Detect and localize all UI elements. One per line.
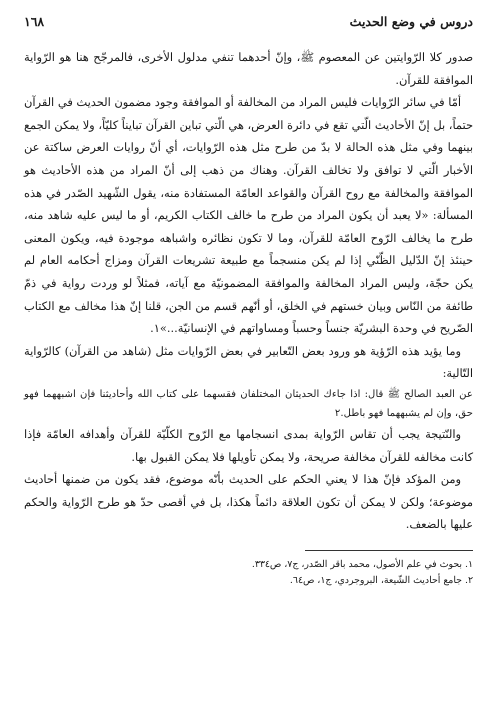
page-header xyxy=(24,14,473,34)
paragraph-continuation: صدور كلا الرّوايتين عن المعصوم ﷺ، وإنّ أحدهما تنفي مدلول الأخرى، فالمرجّح هنا هو الرّواية الموافقة للقرآن. xyxy=(24,50,473,87)
paragraph-support: وما يؤيد هذه الرّؤية هو ورود بعض التّعابير في بعض الرّوايات مثل (شاهد من القرآن) كالرّواية التّالية: xyxy=(24,343,473,381)
hadith-quote: عن العبد الصالح ﷺ قال: اذا جاءك الحديثان المختلفان فقسهما على كتاب الله وأحاديثنا فإن اشبههما فهو حق، وإن لم يشبههما فهو باطل.٢ xyxy=(24,388,473,419)
paragraph-final: ومن المؤكد فإنّ هذا لا يعني الحكم على الحديث بأنّه موضوع، فقد يكون من ضمنها أحاديث موضوعة؛ ولكن لا يمكن أن تكون العلاقة دائماً هكذا، بل في أقصى حدّ هو طرح الرّواية والحكم عليها بالضعف. xyxy=(24,472,473,532)
footnote-2: ٢. جامع أحاديث الشّيعة، البروجردي، ج١، ص٦٤. xyxy=(289,574,473,586)
running-title: دروس في وضع الحديث xyxy=(349,14,473,29)
footnote-1: ١. بحوث في علم الأصول، محمد باقر الصّدر، ج٧، ص٣٣٤. xyxy=(251,558,473,570)
footnotes xyxy=(24,557,473,589)
page-body xyxy=(24,46,473,536)
paragraph-main: أمّا في سائر الرّوايات فليس المراد من المخالفة أو الموافقة وجود مضمون الحديث في القرآن حتماً، بل إنّ الأحاديث الّتي تقع في دائرة العرض، هي الّتي تباين القرآن تبايناً كليّاً، ولا يمكن الجمع بينهما وفي مثل هذه الحالة لا بدّ من طرح مثل هذه الرّوايات، أي أنّ روايات العرض ساكتة عن الأخبار الّتي لا توافق ولا تخالف القرآن. وهناك من ذهب إلى أنّ المراد من هذه الأحاديث هو الموافقة والمخالفة مع روح القرآن والقواعد العامّة المستفادة منه، يقول الشّهيد الصّدر في هذه المسألة: «لا يعبد أن يكون المراد من طرح ما خالف الكتاب الكريم، أو ما ليس عليه شاهد منه، طرح ما يخالف الرّوح العامّة للقرآن، وما لا تكون نظائره واشباهه موجودة فيه، ويكون المعنى حينئذ إنّ الدّليل الظّنّي إذا لم يكن منسجماً مع طبيعة تشريعات القرآن ومزاج أحكامه العام لم يكن حجّة، وليس المراد المخالفة والموافقة المضمونيّة مع آياته، فمثلاً لو وردت رواية في ذمّ طائفة من النّاس وبيان خستهم في الخلق، أو أنّهم قسم من الجن، قلنا إنّ هذا مخالف مع الكتاب الصّريح في وحدة البشريّة جنساً وحسباً ومساواتهم في الإنسانيّة...»١. xyxy=(24,95,473,336)
footnote-divider xyxy=(305,550,473,551)
page-number: ١٦٨ xyxy=(24,14,45,29)
paragraph-conclusion: والنّتيجة يجب أن تقاس الرّواية بمدى انسجامها مع الرّوح الكلّيّة للقرآن وأهدافه العامّة فإذا كانت مخالفه للقرآن مخالفة صريحة، ولا يمكن تأويلها فلا يمكن القبول بها. xyxy=(24,426,473,464)
